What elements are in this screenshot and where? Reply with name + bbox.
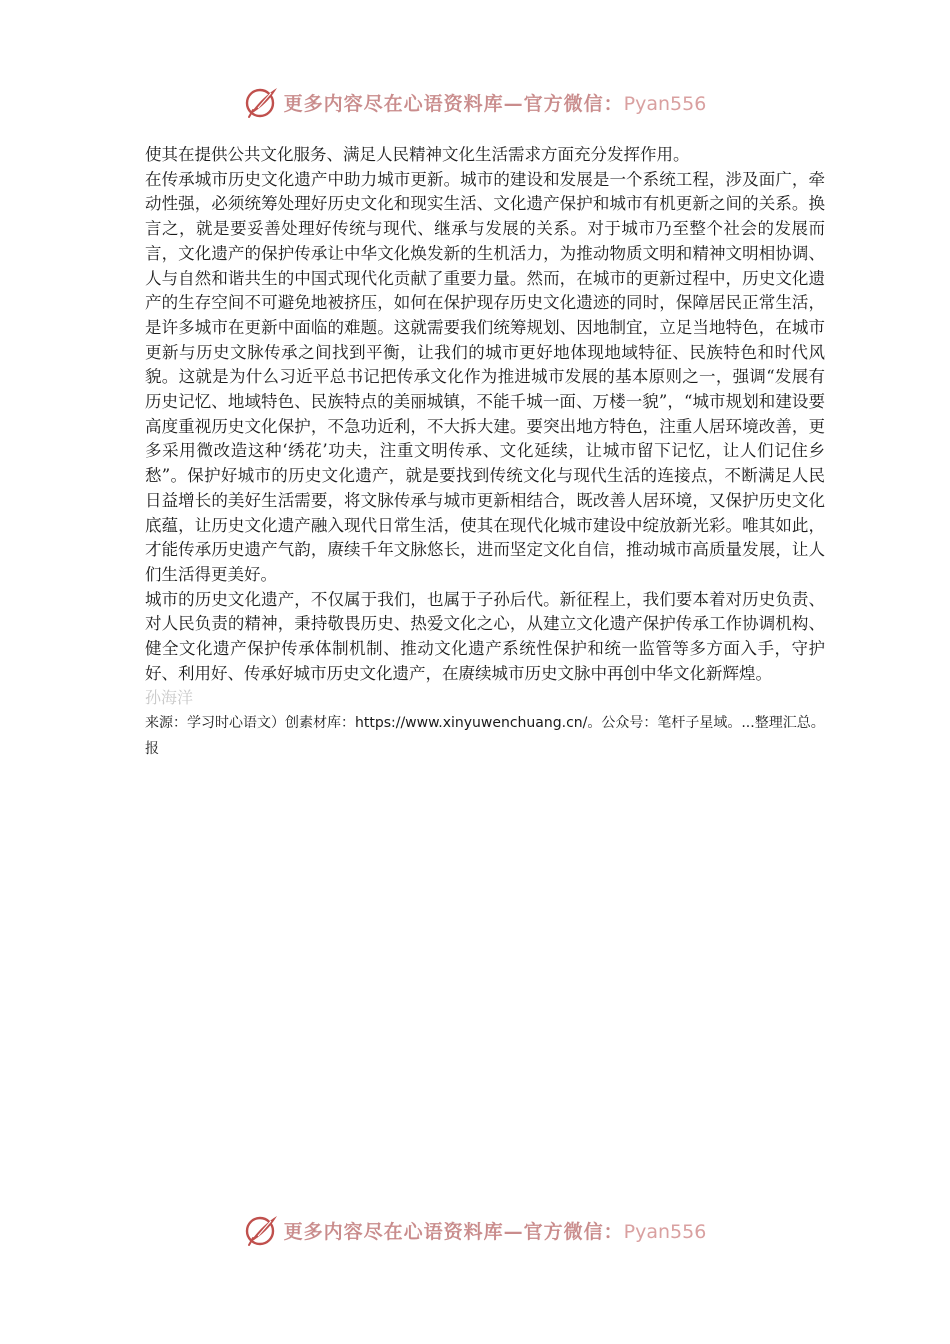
source-note: 来源：学习时心语文）创素材库：https://www.xinyuwenchuang.cn/。公众号：笔杆子星域。...整理汇总。报 [145,715,825,758]
article-body [145,143,825,762]
banner-wechat-id: Pyan556 [623,1220,707,1243]
paragraph-2: 在传承城市历史文化遗产中助力城市更新。城市的建设和发展是一个系统工程，涉及面广，牵动性强，必须统筹处理好历史文化和现实生活、文化遗产保护和城市有机更新之间的关系。换言之，就是要妥善处理好传统与现代、继承与发展的关系。对于城市乃至整个社会的发展而言，文化遗产的保护传承让中华文化焕发新的生机活力，为推动物质文明和精神文明相协调、人与自然和谐共生的中国式现代化贡献了重要力量。然而，在城市的更新过程中，历史文化遗产的生存空间不可避免地被挤压，如何在保护现存历史文化遗迹的同时，保障居民正常生活，是许多城市在更新中面临的难题。这就需要我们统筹规划、因地制宜，立足当地特色，在城市更新与历史文脉传承之间找到平衡，让我们的城市更好地体现地域特征、民族特色和时代风貌。这就是为什么习近平总书记把传承文化作为推进城市发展的基本原则之一，强调“发展有历史记忆、地域特色、民族特点的美丽城镇，不能千城一面、万楼一貌”，“城市规划和建设要高度重视历史文化保护，不急功近利，不大拆大建。要突出地方特色，注重人居环境改善，更多采用微改造这种‘绣花’功夫，注重文明传承、文化延续，让城市留下记忆，让人们记住乡愁”。保护好城市的历史文化遗产，就是要找到传统文化与现代生活的连接点，不断满足人民日益增长的美好生活需要，将文脉传承与城市更新相结合，既改善人居环境，又保护历史文化底蕴，让历史文化遗产融入现代日常生活，使其在现代化城市建设中绽放新光彩。唯其如此，才能传承历史遗产气韵，赓续千年文脉悠长，进而坚定文化自信，推动城市高质量发展，让人们生活得更美好。 [145,169,825,584]
banner-text [284,89,707,116]
author-name: 孙海洋 [145,688,194,708]
banner-wechat-id: Pyan556 [623,92,707,115]
quill-logo-icon [244,84,280,120]
quill-logo-icon [244,1212,280,1248]
banner-text [284,1217,707,1244]
paragraph-1: 使其在提供公共文化服务、满足人民精神文化生活需求方面充分发挥作用。 [145,145,690,164]
banner-slogan: 更多内容尽在心语资料库—官方微信： [283,1220,624,1243]
header-banner [0,80,950,124]
paragraph-3: 城市的历史文化遗产，不仅属于我们，也属于子孙后代。新征程上，我们要本着对历史负责、对人民负责的精神，秉持敬畏历史、热爱文化之心，从建立文化遗产保护传承工作协调机构、健全文化遗产保护传承体制机制、推动文化遗产系统性保护和统一监管等多方面入手，守护好、利用好、传承好城市历史文化遗产，在赓续城市历史文脉中再创中华文化新辉煌。 [145,589,825,683]
footer-banner [0,1208,950,1252]
banner-slogan: 更多内容尽在心语资料库—官方微信： [283,92,624,115]
